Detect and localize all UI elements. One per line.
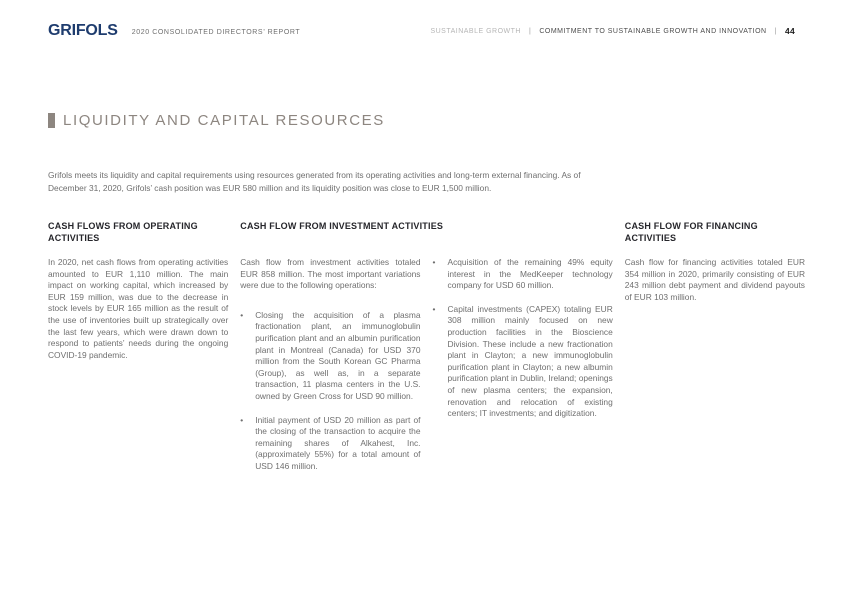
heading-financing-activities: CASH FLOW FOR FINANCING ACTIVITIES: [624, 221, 758, 243]
investment-intro: Cash flow from investment activities totaled EUR 858 million. The most important variations were due to the following operations:: [240, 257, 421, 291]
bullet-icon: •: [240, 309, 244, 320]
title-accent-bar: [48, 113, 55, 128]
bullet-text: Capital investments (CAPEX) totaling EUR 308 million mainly focused on new production facilities in the Bioscience Division. These include a new fractionation plant in Clayton; a new immunoglobulin purification plant in Clayton; a new albumin purification plant in Dublin, Ireland; openings of new plasma centers; the expansion, renovation and relocation of existing centers; IT investments; and digitization.: [447, 303, 613, 419]
page-title: LIQUIDITY AND CAPITAL RESOURCES: [63, 112, 385, 129]
bullet-text: Acquisition of the remaining 49% equity interest in the MedKeeper technology company for USD 60 million.: [447, 257, 613, 291]
list-item: [433, 304, 613, 420]
breadcrumb-section: SUSTAINABLE GROWTH: [430, 27, 521, 35]
bullet-icon: •: [240, 414, 244, 425]
list-item: [240, 310, 420, 403]
bullet-icon: •: [432, 257, 436, 267]
list-item: [240, 415, 420, 473]
page-header: [48, 22, 795, 40]
breadcrumb-separator: |: [774, 27, 777, 35]
breadcrumb-chapter: COMMITMENT TO SUSTAINABLE GROWTH AND INNOVATION: [539, 27, 767, 35]
content-columns: [48, 221, 805, 485]
investment-activities-left-column: [240, 257, 420, 485]
breadcrumb-separator: |: [528, 27, 532, 35]
heading-investment-activities: CASH FLOW FROM INVESTMENT ACTIVITIES: [240, 221, 444, 231]
bullet-text: Initial payment of USD 20 million as part of the closing of the transaction to acquire the remaining shares of Alkahest, Inc. (approximately 55%) for a total amount of USD 146 million.: [255, 414, 421, 471]
investment-activities-right-column: [433, 257, 613, 485]
grifols-logo: GRIFOLS: [48, 22, 118, 39]
intro-paragraph: Grifols meets its liquidity and capital requirements using resources generated from its operating activities and long-term external financing. As of December 31, 2020, Grifols’ cash position was EUR 580 million and its liquidity position was close to EUR 1,500 million.: [48, 170, 581, 193]
bullet-text: Closing the acquisition of a plasma fractionation plant, an immunoglobulin purification plant and an albumin purification plant in Montreal (Canada) for USD 370 million from the South Korean GC Pharma (Group), as well as, in a separate transaction, 11 plasma centers in the U.S. owned by Green Cross for USD 90 million.: [255, 309, 421, 401]
report-title: 2020 CONSOLIDATED DIRECTORS’ REPORT: [131, 28, 301, 36]
list-item: [433, 257, 613, 292]
page-number: 44: [784, 26, 795, 36]
section-title-block: [48, 112, 385, 129]
heading-operating-activities: CASH FLOWS FROM OPERATING ACTIVITIES: [48, 221, 198, 243]
header-breadcrumb: [430, 26, 795, 36]
financing-activities-body: Cash flow for financing activities totaled EUR 354 million in 2020, primarily consisting of EUR 243 million debt payment and dividend payouts of EUR 103 million.: [624, 257, 805, 302]
bullet-icon: •: [432, 303, 436, 314]
operating-activities-body: In 2020, net cash flows from operating activities amounted to EUR 1,110 million. The main impact on working capital, which increased by EUR 159 million, was due to the decrease in stock levels by EUR 165 million as the result of the use of inventories built up strategically over the last few years, which were drawn down to respond to patients’ needs during the ongoing COVID-19 pandemic.: [48, 257, 229, 360]
